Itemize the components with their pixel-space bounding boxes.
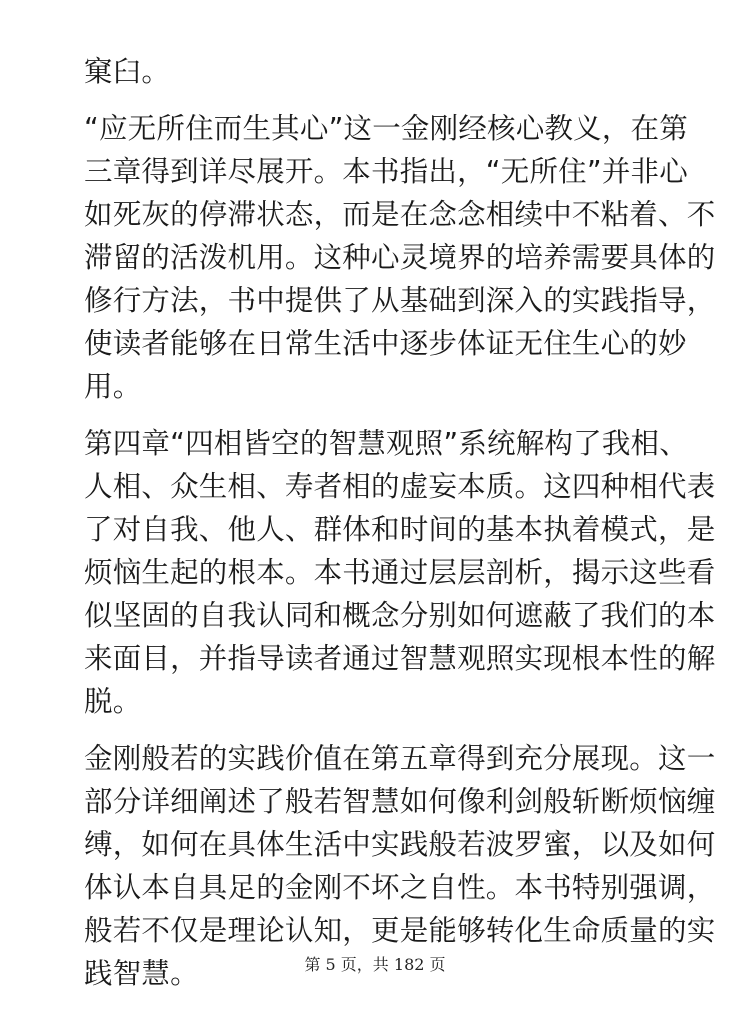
text-line: 三章得到详尽展开。本书指出，“无所住”并非心	[84, 155, 688, 188]
text-line: 践智慧。	[84, 957, 199, 990]
text-line: 人相、众生相、寿者相的虚妄本质。这四种相代表	[84, 470, 716, 503]
paragraph-chapter-four	[84, 422, 716, 723]
text-line: 窠臼。	[84, 55, 171, 88]
text-line: 烦恼生起的根本。本书通过层层剖析，揭示这些看	[84, 556, 716, 589]
text-line: 修行方法，书中提供了从基础到深入的实践指导，	[84, 284, 716, 317]
text-line: 用。	[84, 370, 142, 403]
paragraph-chapter-three	[84, 107, 716, 408]
text-line: 般若不仅是理论认知，更是能够转化生命质量的实	[84, 914, 716, 947]
text-line: 滞留的活泼机用。这种心灵境界的培养需要具体的	[84, 241, 716, 274]
page-body	[84, 50, 716, 1009]
text-line: 体认本自具足的金刚不坏之自性。本书特别强调，	[84, 871, 716, 904]
page-number-footer: 第 5 页，共 182 页	[304, 955, 446, 974]
text-line: 来面目，并指导读者通过智慧观照实现根本性的解	[84, 642, 716, 675]
text-line: 脱。	[84, 685, 142, 718]
text-line: 缚，如何在具体生活中实践般若波罗蜜，以及如何	[84, 828, 716, 861]
text-line: 部分详细阐述了般若智慧如何像利剑般斩断烦恼缠	[84, 785, 716, 818]
text-line: 使读者能够在日常生活中逐步体证无住生心的妙	[84, 327, 687, 360]
paragraph-continuation	[84, 50, 684, 93]
text-line: 如死灰的停滞状态，而是在念念相续中不粘着、不	[84, 198, 716, 231]
text-line: 似坚固的自我认同和概念分别如何遮蔽了我们的本	[84, 599, 716, 632]
text-line: “应无所住而生其心”这一金刚经核心教义，在第	[84, 112, 688, 145]
text-line: 第四章“四相皆空的智慧观照”系统解构了我相、	[84, 427, 688, 460]
text-line: 金刚般若的实践价值在第五章得到充分展现。这一	[84, 742, 716, 775]
text-line: 了对自我、他人、群体和时间的基本执着模式，是	[84, 513, 716, 546]
